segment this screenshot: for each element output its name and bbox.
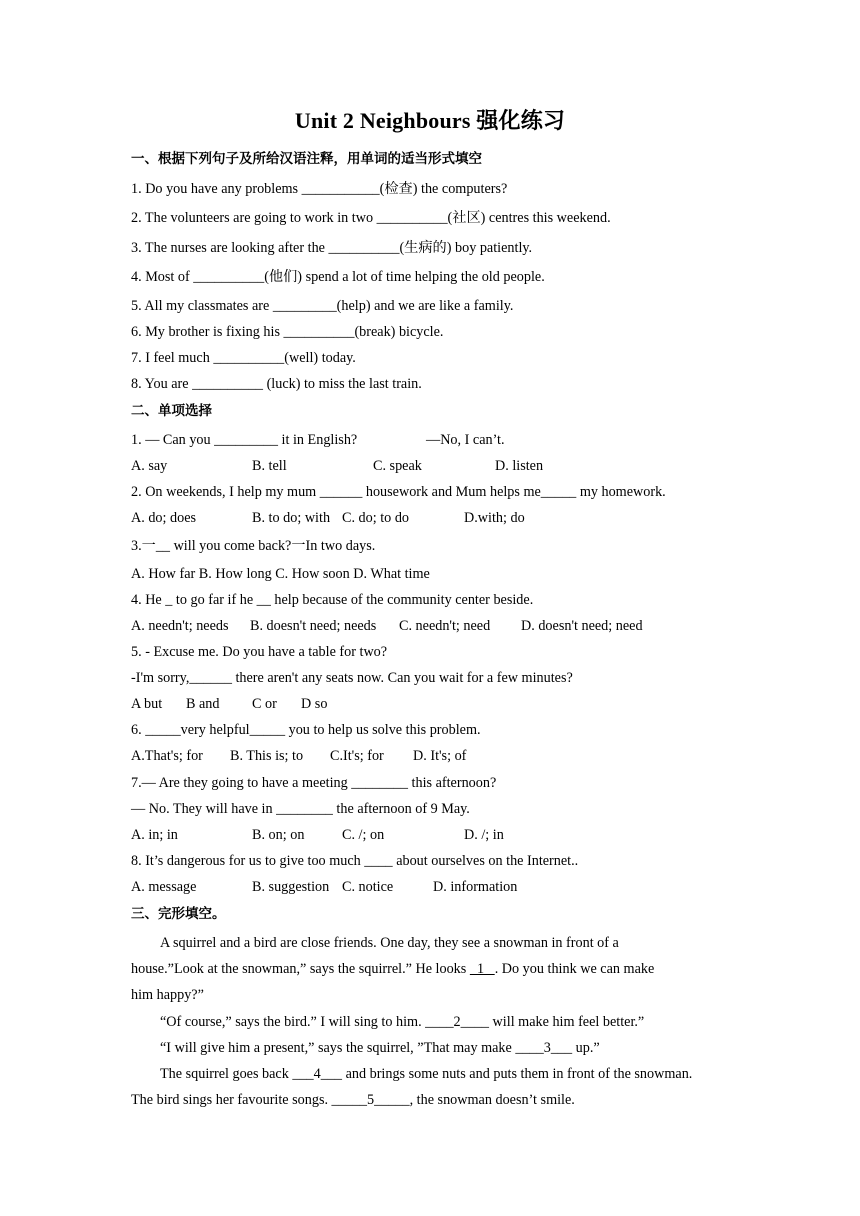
section-1-heading: 一、根据下列句子及所给汉语注释，用单词的适当形式填空 <box>131 151 482 167</box>
option: A. do; does <box>131 510 197 526</box>
option: D. /; in <box>464 827 504 843</box>
mc-question-5: 5. - Excuse me. Do you have a table for two? <box>131 644 388 660</box>
cloze-paragraph-1-line-2 <box>131 960 654 978</box>
option: A but <box>131 696 163 712</box>
mc-question-8: 8. It’s dangerous for us to give too much ____ about ourselves on the Internet.. <box>131 853 579 869</box>
option: D. doesn't need; need <box>521 618 643 634</box>
section-3-heading: 三、完形填空。 <box>131 906 226 922</box>
cloze-text: house.”Look at the snowman,” says the squirrel.” He looks <box>131 961 470 977</box>
option: B. doesn't need; needs <box>250 618 377 634</box>
cloze-paragraph-3: “I will give him a present,” says the squirrel, ”That may make ____3___ up.” <box>160 1040 600 1056</box>
option: B. to do; with <box>252 510 331 526</box>
option: D so <box>301 696 328 712</box>
option: C. /; on <box>342 827 385 843</box>
mc-question-7: 7.— Are they going to have a meeting ________ this afternoon? <box>131 775 497 791</box>
fill-blank-item-8: 8. You are __________ (luck) to miss the last train. <box>131 376 422 392</box>
option: B. on; on <box>252 827 305 843</box>
option: A. message <box>131 879 197 895</box>
option: C. do; to do <box>342 510 410 526</box>
mc-question-6: 6. _____very helpful_____ you to help us solve this problem. <box>131 722 481 738</box>
mc-question-5-line-2: -I'm sorry,______ there aren't any seats now. Can you wait for a few minutes? <box>131 670 573 686</box>
option: B. suggestion <box>252 879 330 895</box>
option: D. listen <box>495 458 544 474</box>
option: A. say <box>131 458 168 474</box>
fill-blank-item-6: 6. My brother is fixing his __________(break) bicycle. <box>131 324 444 340</box>
cloze-paragraph-4-line-2: The bird sings her favourite songs. _____5_____, the snowman doesn’t smile. <box>131 1092 575 1108</box>
section-2-heading: 二、单项选择 <box>131 403 212 419</box>
mc-options-3: A. How far B. How long C. How soon D. What time <box>131 566 430 582</box>
fill-blank-item-4: 4. Most of __________(他们) spend a lot of time helping the old people. <box>131 269 545 285</box>
option: C. speak <box>373 458 422 474</box>
cloze-paragraph-1-line-1: A squirrel and a bird are close friends. One day, they see a snowman in front of a <box>160 935 619 951</box>
option: B and <box>186 696 220 712</box>
cloze-text: . Do you think we can make <box>494 961 655 977</box>
option: B. tell <box>252 458 287 474</box>
mc-question-4: 4. He _ to go far if he __ help because of the community center beside. <box>131 592 534 608</box>
mc-question-2: 2. On weekends, I help my mum ______ housework and Mum helps me_____ my homework. <box>131 484 666 500</box>
cloze-paragraph-4-line-1: The squirrel goes back ___4___ and brings some nuts and puts them in front of the snowman. <box>160 1066 693 1082</box>
cloze-blank-1: 1 <box>469 961 495 977</box>
option: A. needn't; needs <box>131 618 229 634</box>
option: A.That's; for <box>131 748 203 764</box>
fill-blank-item-3: 3. The nurses are looking after the __________(生病的) boy patiently. <box>131 240 533 256</box>
option: D.with; do <box>464 510 525 526</box>
fill-blank-item-2: 2. The volunteers are going to work in two __________(社区) centres this weekend. <box>131 210 611 226</box>
option: A. in; in <box>131 827 178 843</box>
fill-blank-item-1: 1. Do you have any problems ___________(检查) the computers? <box>131 181 508 197</box>
cloze-paragraph-2: “Of course,” says the bird.” I will sing to him. ____2____ will make him feel better.” <box>160 1014 645 1030</box>
fill-blank-item-5: 5. All my classmates are _________(help) and we are like a family. <box>131 298 514 314</box>
page-title: Unit 2 Neighbours 强化练习 <box>294 108 566 133</box>
option: D. information <box>433 879 518 895</box>
mc-question-1-reply: —No, I can’t. <box>426 432 505 448</box>
cloze-paragraph-1-line-3: him happy?” <box>131 987 204 1003</box>
option: C or <box>252 696 277 712</box>
option: C.It's; for <box>330 748 384 764</box>
fill-blank-item-7: 7. I feel much __________(well) today. <box>131 350 356 366</box>
option: C. notice <box>342 879 394 895</box>
mc-question-1: 1. — Can you _________ it in English? <box>131 432 358 448</box>
option: C. needn't; need <box>399 618 491 634</box>
option: D. It's; of <box>413 748 467 764</box>
option: B. This is; to <box>230 748 304 764</box>
mc-question-7-line-2: — No. They will have in ________ the afternoon of 9 May. <box>131 801 470 817</box>
mc-question-3: 3.一__ will you come back?一In two days. <box>131 538 376 554</box>
